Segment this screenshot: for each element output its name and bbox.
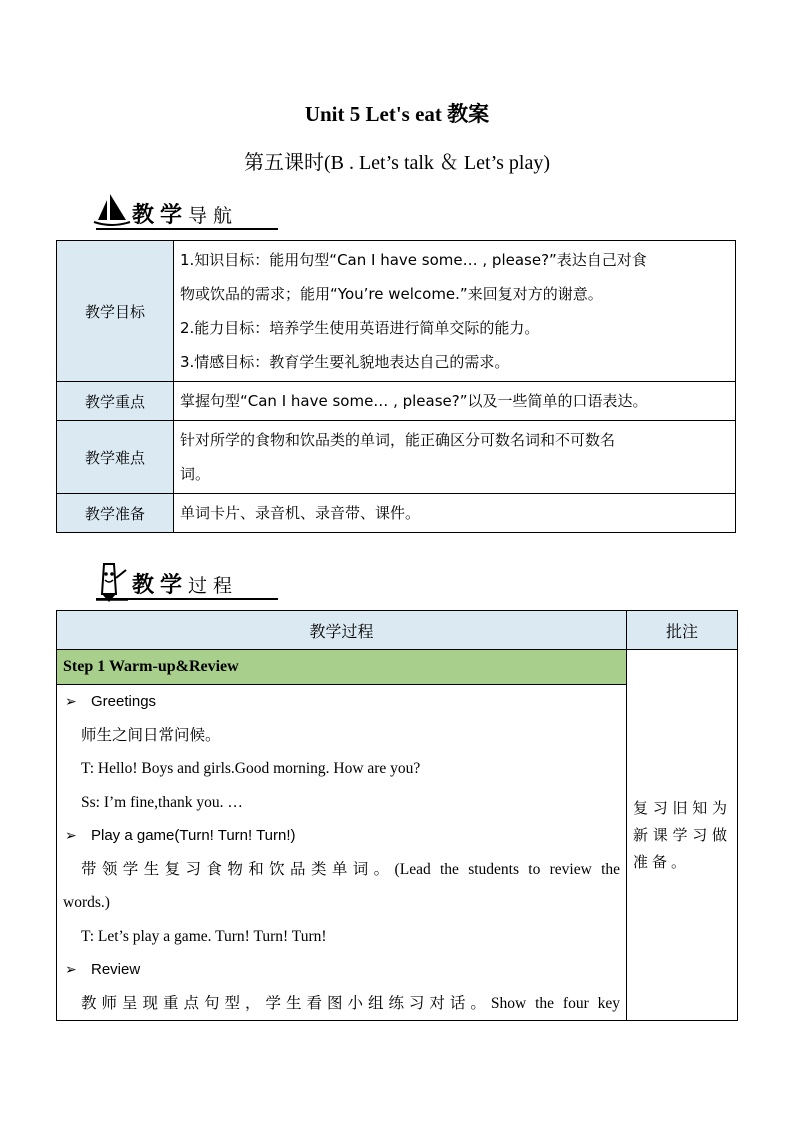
lesson-subtitle: 第五课时(B . Let’s talk ＆ Let’s play) [243,152,551,174]
objective-row [57,382,736,421]
objective-line: 掌握句型“Can I have some… , please?”以及一些简单的口语表达。 [180,392,648,410]
objective-row [57,241,736,382]
objective-line: 词。 [180,465,211,483]
objectives-table [56,240,736,533]
banner-title-strong: 教学 [132,573,189,598]
objective-row [57,494,736,533]
bullet-item [57,953,626,987]
objective-label: 教学难点 [57,421,174,494]
content-line: Ss: I’m fine,thank you. … [81,793,243,811]
bullet-text: Review [91,961,141,978]
step-title: Step 1 Warm-up&Review [57,650,627,685]
arrow-bullet-icon: ➢ [65,827,77,843]
content-line: T: Let’s play a game. Turn! Turn! Turn! [81,927,327,945]
content-line: T: Hello! Boys and girls.Good morning. How are you? [81,760,421,777]
objective-label: 教学准备 [57,494,174,533]
objective-row [57,421,736,494]
teaching-process-table [56,610,738,1021]
arrow-bullet-icon: ➢ [65,693,77,709]
objective-line: 物或饮品的需求；能用“You’re welcome.”来回复对方的谢意。 [180,285,603,303]
bullet-item [57,685,626,719]
objective-line: 单词卡片、录音机、录音带、课件。 [180,504,421,522]
objective-line: 1.知识目标：能用句型“Can I have some… , please?”表达自己对食 [180,251,647,269]
bullet-item [57,819,626,853]
objective-content [174,382,736,421]
teaching-process-banner [92,560,282,604]
document-title: Unit 5 Let's eat 教案 [304,102,490,126]
content-line: 教师呈现重点句型，学生看图小组练习对话。Show the four key [81,994,620,1012]
objective-content [174,241,736,382]
banner-title-light: 过程 [188,575,239,597]
objective-line: 3.情感目标：教育学生要礼貌地表达自己的需求。 [180,353,510,371]
process-column-header: 教学过程 [57,611,627,650]
objective-content [174,494,736,533]
bullet-text: Greetings [91,693,157,710]
objective-line: 2.能力目标：培养学生使用英语进行简单交际的能力。 [180,319,540,337]
notes-column-header: 批注 [627,611,738,650]
banner-title-strong: 教学 [132,203,189,228]
sailboat-icon [92,190,132,230]
content-line: 师生之间日常问候。 [81,726,221,744]
notes-cell: 复习旧知为新课学习做准备。 [627,650,738,1021]
objective-content [174,421,736,494]
arrow-bullet-icon: ➢ [65,961,77,977]
banner-underline [96,228,278,230]
banner-title-light: 导航 [188,205,239,227]
objective-line: 针对所学的食物和饮品类的单词，能正确区分可数名词和不可数名 [180,431,616,449]
objective-label: 教学目标 [57,241,174,382]
teaching-guide-banner [92,190,282,234]
objective-label: 教学重点 [57,382,174,421]
bullet-text: Play a game(Turn! Turn! Turn!) [91,827,296,844]
step-content [57,685,627,1021]
content-line: words.) [63,894,110,911]
content-line: 带领学生复习食物和饮品类单词。(Lead the students to review the [81,860,620,878]
banner-underline [96,598,278,600]
